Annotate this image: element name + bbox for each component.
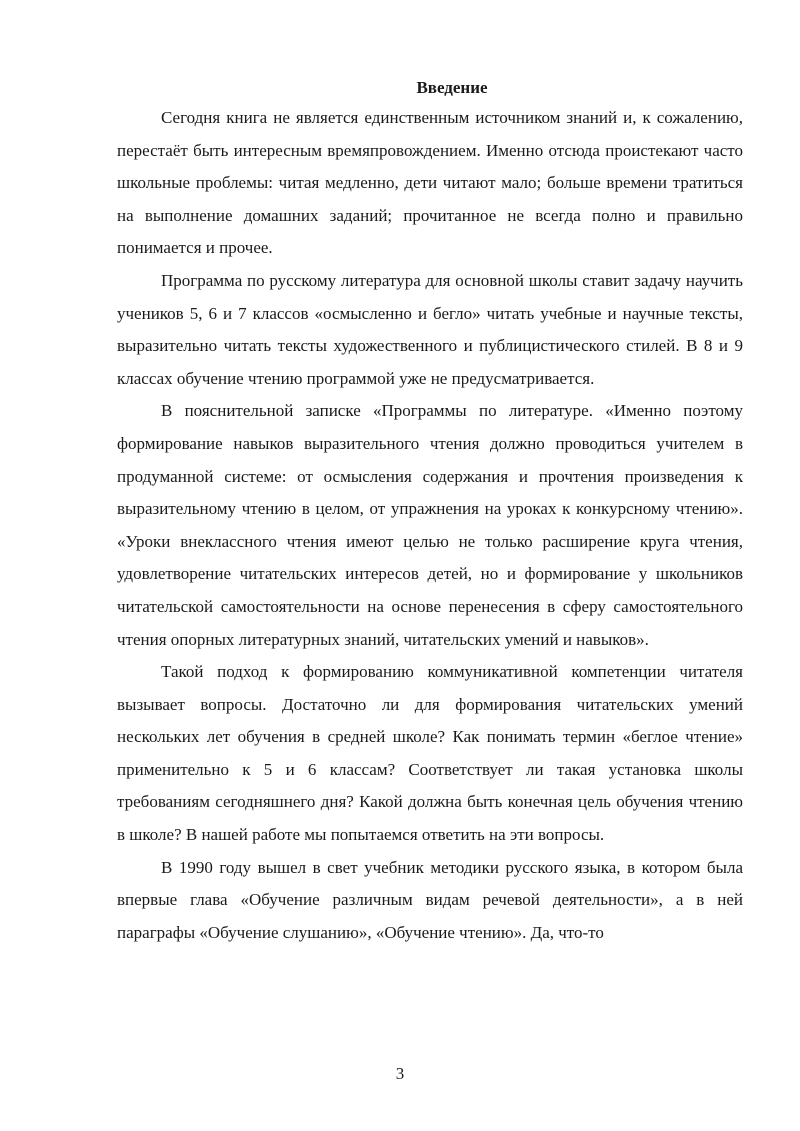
paragraph-2: Программа по русскому литература для основной школы ставит задачу научить учеников 5, 6 и 7 классов «осмысленно и бегло» читать учебные и научные тексты, выразительно читать тексты художественного и публицистического стилей. В 8 и 9 классах обучение чтению программой уже не предусматривается. (117, 270, 743, 388)
paragraph-5: В 1990 году вышел в свет учебник методики русского языка, в котором была впервые глава «Обучение различным видам речевой деятельности», а в ней параграфы «Обучение слушанию», «Обучение чтению». Да, что-то (117, 857, 743, 942)
paragraph-4: Такой подход к формированию коммуникативной компетенции читателя вызывает вопросы. Достаточно ли для формирования читательских умений нескольких лет обучения в средней школе? Как понимать термин «беглое чтение» применительно к 5 и 6 классам? Соответствует ли такая установка школы требованиям сегодняшнего дня? Какой должна быть конечная цель обучения чтению в школе? В нашей работе мы попытаемся ответить на эти вопросы. (117, 662, 743, 845)
section-title: Введение (416, 78, 488, 97)
page-number: 3 (395, 1064, 405, 1083)
page-content (117, 74, 743, 949)
paragraph-3: В пояснительной записке «Программы по литературе. «Именно поэтому формирование навыков выразительного чтения должно проводиться учителем в продуманной системе: от осмысления содержания и прочтения произведения к выразительному чтению в целом, от упражнения на уроках к конкурсному чтению». «Уроки внеклассного чтения имеют целью не только расширение круга чтения, удовлетворение читательских интересов детей, но и формирование у школьников читательской самостоятельности на основе перенесения в сферу самостоятельного чтения опорных литературных знаний, читательских умений и навыков». (117, 401, 743, 649)
paragraph-1: Сегодня книга не является единственным источником знаний и, к сожалению, перестаёт быть интересным времяпровождением. Именно отсюда проистекают часто школьные проблемы: читая медленно, дети читают мало; больше времени тратиться на выполнение домашних заданий; прочитанное не всегда полно и правильно понимается и прочее. (117, 108, 743, 258)
